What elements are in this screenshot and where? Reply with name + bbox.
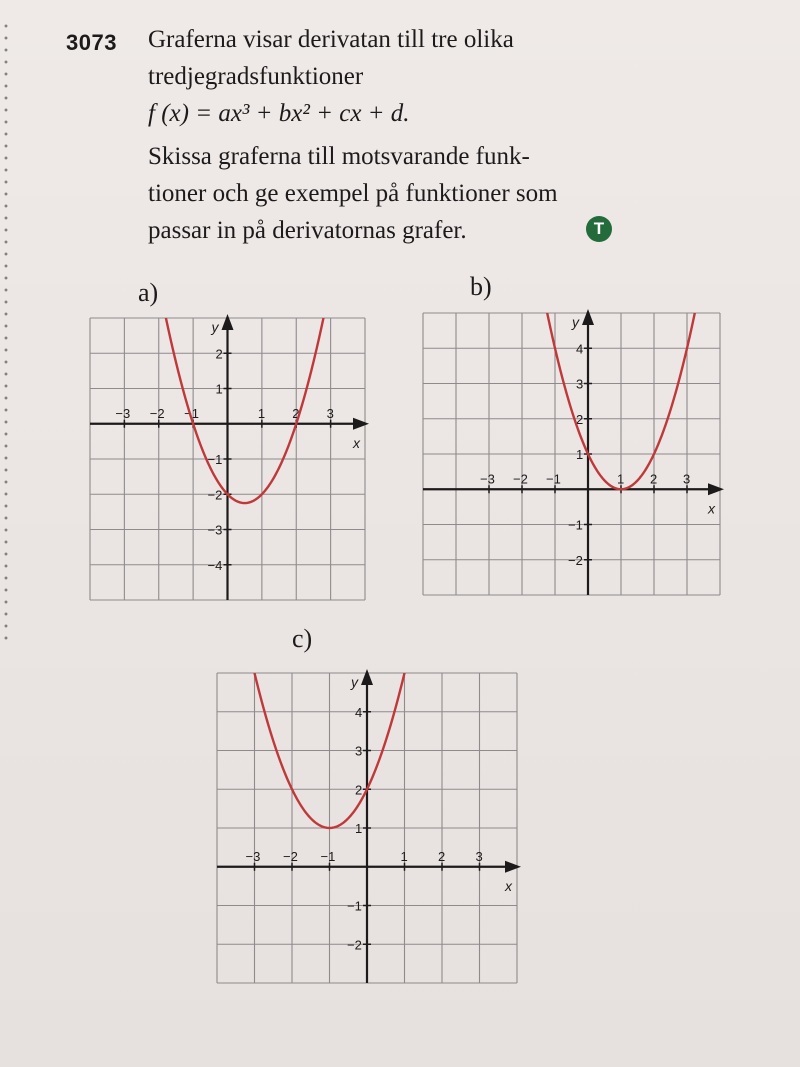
- x-tick-label: 1: [617, 471, 625, 487]
- y-tick-label: −3: [207, 522, 223, 538]
- x-tick-label: −3: [115, 405, 131, 421]
- y-axis-label: y: [572, 314, 579, 330]
- teacher-badge-icon: T: [586, 216, 612, 242]
- y-tick-label: 1: [215, 381, 223, 397]
- x-tick-label: 2: [438, 848, 446, 864]
- x-tick-label: 1: [257, 405, 266, 421]
- x-tick-label: −2: [513, 471, 528, 487]
- x-tick-label: −3: [245, 848, 261, 864]
- x-axis-label: x: [505, 877, 512, 894]
- y-tick-label: 1: [355, 821, 363, 836]
- problem-line-2: tredjegradsfunktioner: [148, 63, 364, 90]
- y-tick-label: 4: [355, 704, 363, 720]
- x-axis-label: x: [708, 500, 715, 517]
- x-tick-label: 2: [292, 405, 300, 421]
- y-tick-label: −2: [568, 552, 583, 568]
- y-tick-label: −4: [207, 557, 223, 573]
- graph-b-label: b): [470, 272, 492, 301]
- x-axis-label: x: [353, 434, 360, 451]
- graph-b: [423, 313, 720, 595]
- y-tick-label: 2: [355, 782, 363, 798]
- y-tick-label: 2: [215, 346, 223, 362]
- x-tick-label: 2: [650, 471, 658, 487]
- problem-line-6: passar in på derivatornas grafer.: [148, 217, 467, 244]
- problem-line-5: tioner och ge exempel på funktioner som: [148, 180, 558, 207]
- x-tick-label: −2: [283, 848, 298, 864]
- y-tick-label: −1: [347, 898, 362, 914]
- x-tick-label: −1: [546, 471, 561, 487]
- problem-line-4: Skissa graferna till motsvarande funk-: [148, 143, 530, 170]
- y-tick-label: 3: [355, 743, 363, 759]
- perforation-dots: [2, 20, 10, 640]
- y-tick-label: −1: [207, 452, 223, 467]
- y-axis-label: y: [351, 674, 358, 690]
- x-tick-label: 3: [683, 471, 691, 487]
- problem-line-1: Graferna visar derivatan till tre olika: [148, 26, 514, 53]
- y-tick-label: 2: [576, 411, 584, 427]
- y-tick-label: 4: [576, 341, 584, 357]
- y-tick-label: −1: [568, 517, 583, 533]
- y-tick-label: −2: [347, 937, 362, 953]
- graph-a: [90, 318, 365, 600]
- graph-a-label: a): [138, 278, 159, 307]
- y-axis-label: y: [211, 319, 219, 335]
- x-tick-label: 3: [326, 405, 334, 421]
- x-tick-label: 3: [475, 848, 483, 864]
- y-tick-label: 3: [576, 376, 584, 392]
- graph-c: [217, 673, 517, 983]
- x-tick-label: −1: [184, 405, 199, 421]
- x-tick-label: −2: [149, 405, 165, 421]
- problem-number: 3073: [66, 30, 117, 55]
- y-tick-label: −2: [207, 487, 223, 503]
- y-tick-label: 1: [576, 447, 584, 462]
- problem-formula: f (x) = ax³ + bx² + cx + d.: [148, 100, 410, 127]
- x-tick-label: −1: [320, 848, 336, 864]
- x-tick-label: 1: [400, 848, 408, 864]
- x-tick-label: −3: [480, 471, 495, 487]
- graph-c-label: c): [292, 624, 313, 653]
